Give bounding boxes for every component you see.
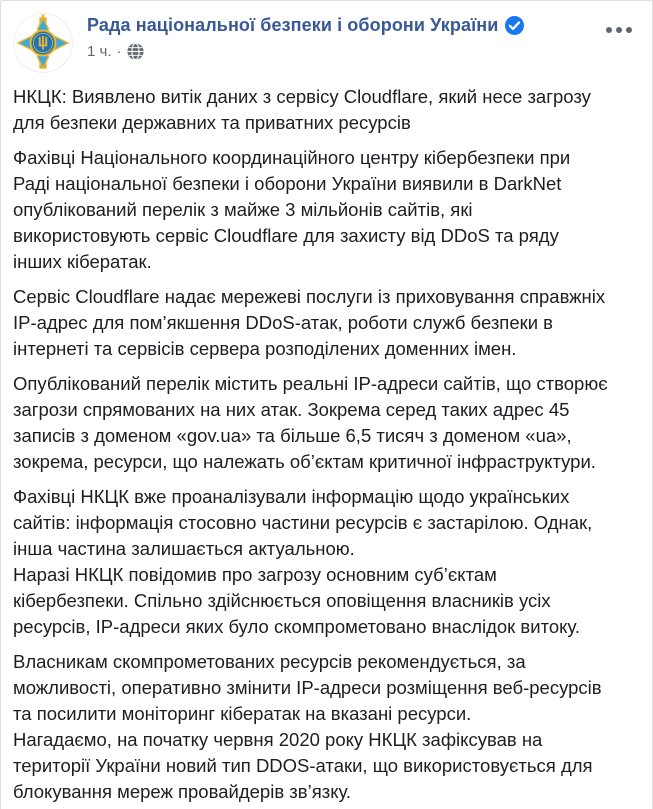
- post-text-line: Фахівці НКЦК вже проаналізували інформацію щодо українських: [13, 486, 570, 507]
- verified-badge-icon: [505, 16, 524, 35]
- post-text-line: Власникам скомпрометованих ресурсів рекомендується, за: [13, 651, 526, 672]
- meta-separator: ·: [116, 43, 122, 60]
- post-text-line: блокування мереж провайдерів зв’язку.: [13, 781, 352, 802]
- post-header-text: [87, 13, 524, 60]
- post-text-line: території України новий тип DDOS-атаки, що використовується для: [13, 755, 593, 776]
- post-text-line: кібербезпеки. Спільно здійснюється оповіщення власників усіх: [13, 590, 551, 611]
- three-dots-icon: [606, 27, 632, 33]
- post-text-line: інша частина залишається актуальною.: [13, 538, 355, 559]
- post-text-line: загрози спрямованих на них атак. Зокрема серед таких адрес 45: [13, 399, 570, 420]
- page-avatar[interactable]: [13, 13, 73, 73]
- post-paragraph: [13, 284, 636, 362]
- post-paragraph: [13, 484, 636, 640]
- post-text-line: інтернеті та сервісів сервера розподілених доменних імен.: [13, 338, 517, 359]
- post-text-line: записів з доменом «gov.ua» та більше 6,5 тисяч з доменом «ua»,: [13, 425, 572, 446]
- post-text-line: ресурсів, IP-адреси яких було скомпрометовано внаслідок витоку.: [13, 616, 580, 637]
- post-text-line: Опублікований перелік містить реальні IP-адреси сайтів, що створює: [13, 373, 608, 394]
- post-text-line: Наразі НКЦК повідомив про загрозу основним суб’єктам: [13, 564, 497, 585]
- post-text-line: НКЦК: Виявлено витік даних з сервісу Cloudflare, який несе загрозу: [13, 86, 591, 107]
- post-paragraph: [13, 649, 636, 805]
- post-paragraph: [13, 84, 636, 136]
- page-name-link[interactable]: Рада національної безпеки і оборони України: [87, 15, 499, 35]
- post-content: [1, 84, 652, 805]
- post-text-line: та посилити моніторинг кібератак на вказані ресурси.: [13, 703, 472, 724]
- post-paragraph: [13, 371, 636, 475]
- post-text-line: можливості, оперативно змінити IP-адреси розміщення веб-ресурсів: [13, 677, 602, 698]
- post-text-line: для безпеки державних та приватних ресурсів: [13, 112, 411, 133]
- post-meta-row: [87, 43, 524, 60]
- post-timestamp-link[interactable]: 1 ч.: [87, 43, 112, 60]
- nsdc-emblem-icon: [13, 13, 73, 73]
- post-text-line: сайтів: інформація стосовно частини ресурсів є застарілою. Однак,: [13, 512, 593, 533]
- page-title-row: [87, 15, 524, 36]
- post-text-line: зокрема, ресурси, що належать об’єктам критичної інфраструктури.: [13, 451, 596, 472]
- post-text-line: Нагадаємо, на початку червня 2020 року НКЦК зафіксував на: [13, 729, 543, 750]
- post-text-line: інших кібератак.: [13, 251, 152, 272]
- post-text-line: Раді національної безпеки і оборони України виявили в DarkNet: [13, 173, 562, 194]
- globe-audience-icon: [127, 43, 144, 60]
- more-options-button[interactable]: [602, 21, 636, 39]
- post-text-line: IP-адрес для пом’якшення DDoS-атак, роботи служб безпеки в: [13, 312, 554, 333]
- post-text-line: використовують сервіс Cloudflare для захисту від DDoS та ряду: [13, 225, 559, 246]
- post-text-line: Фахівці Національного координаційного центру кібербезпеки при: [13, 147, 571, 168]
- post-text-line: опублікований перелік з майже 3 мільйонів сайтів, які: [13, 199, 473, 220]
- post-paragraph: [13, 145, 636, 275]
- post-header: [1, 1, 652, 73]
- post-text-line: Сервіс Cloudflare надає мережеві послуги із приховування справжніх: [13, 286, 606, 307]
